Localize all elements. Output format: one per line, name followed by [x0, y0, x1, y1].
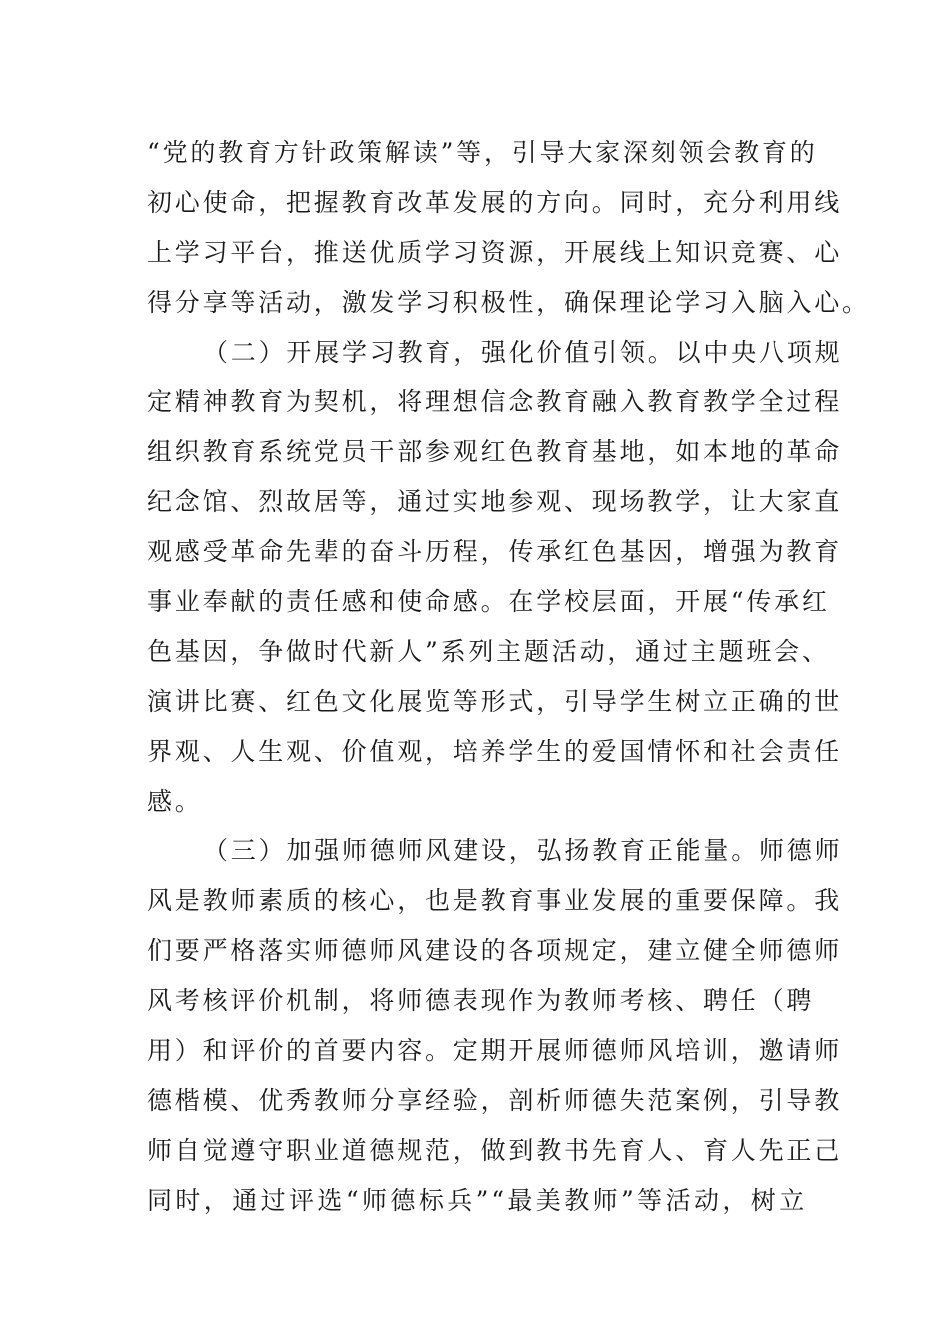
text-line: 风是教师素质的核心，也是教育事业发展的重要保障。我: [147, 886, 843, 916]
text-line: 观感受革命先辈的奋斗历程，传承红色基因，增强为教育: [147, 537, 843, 567]
text-line: 组织教育系统党员干部参观红色教育基地，如本地的革命: [147, 437, 843, 467]
text-line: 色基因，争做时代新人”系列主题活动，通过主题班会、: [147, 636, 830, 666]
text-line: 事业奉献的责任感和使命感。在学校层面，开展“传承红: [147, 587, 830, 617]
text-line: 师自觉遵守职业道德规范，做到教书先育人、育人先正己: [147, 1135, 843, 1165]
text-line: 定精神教育为契机，将理想信念教育融入教育教学全过程: [147, 387, 843, 417]
text-line: 得分享等活动，激发学习积极性，确保理论学习入脑入心。: [147, 287, 870, 317]
text-line: 德楷模、优秀教师分享经验，剖析师德失范案例，引导教: [147, 1085, 843, 1115]
text-line: 界观、人生观、价值观，培养学生的爱国情怀和社会责任: [147, 736, 843, 766]
text-line: 初心使命，把握教育改革发展的方向。同时，充分利用线: [147, 187, 843, 217]
text-line: 上学习平台，推送优质学习资源，开展线上知识竞赛、心: [147, 237, 843, 267]
paragraph-heading-line: （三）加强师德师风建设，弘扬教育正能量。师德师: [203, 836, 843, 866]
document-body: [147, 133, 870, 1231]
text-line: “党的教育方针政策解读”等，引导大家深刻领会教育的: [147, 138, 818, 167]
text-line: 感。: [147, 786, 203, 816]
paragraph-heading-line: （二）开展学习教育，强化价值引领。以中央八项规: [203, 337, 843, 367]
text-line: 纪念馆、烈故居等，通过实地参观、现场教学，让大家直: [147, 487, 843, 517]
text-line: 用）和评价的首要内容。定期开展师德师风培训，邀请师: [147, 1036, 843, 1066]
text-line: 们要严格落实师德师风建设的各项规定，建立健全师德师: [147, 936, 843, 966]
text-line: 风考核评价机制，将师德表现作为教师考核、聘任（聘: [147, 986, 815, 1016]
text-line: 演讲比赛、红色文化展览等形式，引导学生树立正确的世: [147, 686, 843, 716]
text-line: 同时，通过评选“师德标兵”“最美教师”等活动，树立: [147, 1185, 807, 1215]
